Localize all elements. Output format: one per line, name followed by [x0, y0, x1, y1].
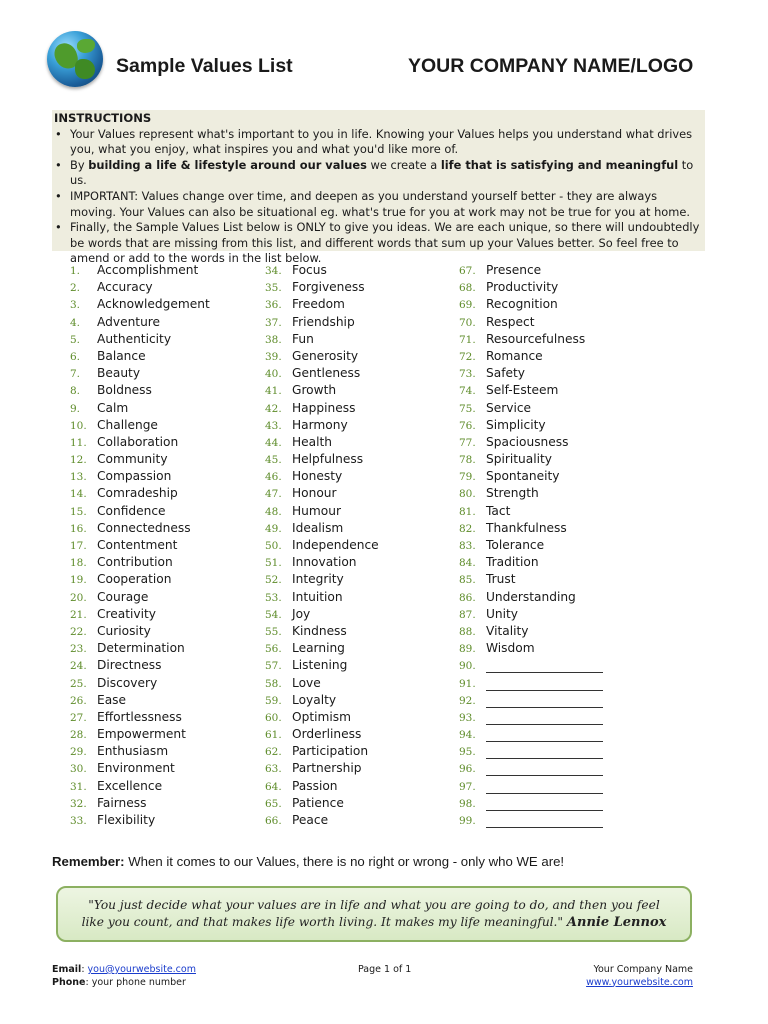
value-label: Safety	[486, 366, 525, 381]
value-number: 19.	[70, 574, 87, 587]
blank-line[interactable]	[486, 761, 603, 776]
value-label: Growth	[292, 383, 337, 398]
value-number: 24.	[70, 660, 87, 673]
value-label: Simplicity	[486, 417, 546, 432]
blank-line[interactable]	[486, 813, 603, 828]
value-number: 12.	[70, 454, 87, 467]
email-link[interactable]: you@yourwebsite.com	[87, 964, 196, 975]
value-label: Community	[97, 452, 168, 467]
value-label: Honour	[292, 486, 337, 501]
value-label: Gentleness	[292, 366, 361, 381]
value-number: 51.	[265, 557, 282, 570]
value-label: Patience	[292, 795, 344, 810]
value-number: 14.	[70, 488, 87, 501]
value-label: Balance	[97, 348, 146, 363]
value-number: 44.	[265, 436, 282, 449]
value-number: 74.	[459, 385, 476, 398]
value-label: Recognition	[486, 297, 558, 312]
value-label: Curiosity	[97, 623, 151, 638]
value-label: Generosity	[292, 348, 359, 363]
value-label: Excellence	[97, 778, 163, 793]
value-number: 21.	[70, 608, 87, 621]
value-label: Tradition	[486, 555, 539, 570]
value-label: Accuracy	[97, 280, 153, 295]
value-number: 78.	[459, 454, 476, 467]
instructions-heading: INSTRUCTIONS	[54, 111, 152, 125]
value-number: 32.	[70, 797, 87, 810]
value-label: Resourcefulness	[486, 331, 586, 346]
value-label: Focus	[292, 263, 327, 277]
value-number: 82.	[459, 522, 476, 535]
value-number: 65.	[265, 797, 282, 810]
value-number: 8.	[70, 385, 81, 398]
value-number: 93.	[459, 711, 476, 724]
value-label: Happiness	[292, 400, 356, 415]
value-label: Productivity	[486, 280, 559, 295]
value-number: 6.	[70, 350, 81, 363]
quote-box	[56, 886, 692, 942]
value-number: 95.	[459, 746, 476, 759]
value-label: Effortlessness	[97, 709, 182, 724]
value-label: Innovation	[292, 555, 357, 570]
value-label: Participation	[292, 744, 369, 759]
value-label: Integrity	[292, 572, 344, 587]
value-number: 76.	[459, 419, 476, 432]
value-label: Spirituality	[486, 452, 552, 467]
value-label: Spontaneity	[486, 469, 560, 484]
value-number: 56.	[265, 643, 282, 656]
value-number: 70.	[459, 316, 476, 329]
value-label: Harmony	[292, 417, 348, 432]
value-number: 54.	[265, 608, 282, 621]
blank-line[interactable]	[486, 727, 603, 742]
value-number: 5.	[70, 333, 81, 346]
value-label: Comradeship	[97, 486, 178, 501]
value-label: Honesty	[292, 469, 343, 484]
value-number: 55.	[265, 625, 282, 638]
value-number: 87.	[459, 608, 476, 621]
value-label: Spaciousness	[486, 434, 569, 449]
value-number: 50.	[265, 540, 282, 552]
value-label: Love	[292, 675, 321, 690]
value-number: 20.	[70, 591, 87, 604]
globe-icon	[47, 31, 103, 87]
value-number: 67.	[459, 265, 476, 277]
value-label: Contribution	[97, 555, 173, 570]
value-label: Courage	[97, 589, 149, 604]
blank-line[interactable]	[486, 693, 603, 708]
value-label: Listening	[292, 658, 348, 673]
value-label: Connectedness	[97, 520, 191, 535]
value-number: 39.	[265, 350, 282, 363]
value-number: 27.	[70, 711, 87, 724]
value-label: Understanding	[486, 589, 576, 604]
value-label: Directness	[97, 658, 162, 673]
value-number: 40.	[265, 368, 282, 381]
value-number: 1.	[70, 265, 81, 277]
value-number: 48.	[265, 505, 282, 518]
value-number: 3.	[70, 299, 81, 312]
value-number: 53.	[265, 591, 282, 604]
value-label: Joy	[292, 606, 311, 621]
value-number: 29.	[70, 746, 87, 759]
value-number: 75.	[459, 402, 476, 415]
blank-line[interactable]	[486, 710, 603, 725]
value-label: Authenticity	[97, 331, 172, 346]
blank-line[interactable]	[486, 676, 603, 691]
value-number: 84.	[459, 557, 476, 570]
instruction-bullet: • By building a life & lifestyle around our values we create a life that is satisfying and meaningful to us.	[54, 158, 701, 189]
value-label: Forgiveness	[292, 280, 365, 295]
value-number: 36.	[265, 299, 282, 312]
value-label: Compassion	[97, 469, 172, 484]
value-number: 66.	[265, 815, 282, 827]
blank-line[interactable]	[486, 744, 603, 759]
value-number: 68.	[459, 282, 476, 295]
value-number: 34.	[265, 265, 282, 277]
value-label: Flexibility	[97, 813, 156, 827]
value-number: 62.	[265, 746, 282, 759]
instruction-bullet: • Your Values represent what's important to you in life. Knowing your Values helps you understand what drives you, what you enjoy, what inspires you and what you'd like more of.	[54, 127, 701, 158]
value-label: Strength	[486, 486, 539, 501]
value-number: 80.	[459, 488, 476, 501]
value-label: Presence	[486, 263, 542, 277]
value-number: 69.	[459, 299, 476, 312]
value-number: 46.	[265, 471, 282, 484]
value-number: 81.	[459, 505, 476, 518]
instructions-box	[52, 110, 705, 266]
value-label: Loyalty	[292, 692, 337, 707]
value-number: 63.	[265, 763, 282, 776]
phone-number: your phone number	[91, 976, 186, 988]
value-number: 59.	[265, 694, 282, 707]
value-number: 57.	[265, 660, 282, 673]
value-label: Wisdom	[486, 641, 535, 656]
value-number: 11.	[70, 436, 87, 449]
value-number: 89.	[459, 643, 476, 656]
value-number: 60.	[265, 711, 282, 724]
value-number: 33.	[70, 815, 87, 827]
value-number: 26.	[70, 694, 87, 707]
value-number: 49.	[265, 522, 282, 535]
value-number: 92.	[459, 694, 476, 707]
company-logo-placeholder: YOUR COMPANY NAME/LOGO	[408, 55, 694, 77]
instructions-list	[54, 127, 701, 267]
value-label: Independence	[292, 538, 379, 552]
value-number: 7.	[70, 368, 81, 381]
value-number: 45.	[265, 454, 282, 467]
value-number: 22.	[70, 625, 87, 638]
value-label: Intuition	[292, 589, 343, 604]
value-label: Challenge	[97, 417, 158, 432]
value-label: Tolerance	[486, 538, 545, 552]
value-label: Friendship	[292, 314, 355, 329]
value-number: 18.	[70, 557, 87, 570]
value-label: Respect	[486, 314, 535, 329]
value-label: Self-Esteem	[486, 383, 559, 398]
value-number: 9.	[70, 402, 81, 415]
value-number: 58.	[265, 677, 282, 690]
value-label: Vitality	[486, 623, 529, 638]
value-label: Ease	[97, 692, 127, 707]
value-label: Freedom	[292, 297, 345, 312]
value-number: 30.	[70, 763, 87, 776]
value-label: Adventure	[97, 314, 161, 329]
value-label: Environment	[97, 761, 175, 776]
value-number: 85.	[459, 574, 476, 587]
value-label: Empowerment	[97, 727, 186, 742]
remember-note: Remember: When it comes to our Values, there is no right or wrong - only who WE are!	[52, 854, 565, 869]
value-number: 97.	[459, 780, 476, 793]
value-label: Peace	[292, 813, 329, 827]
value-label: Trust	[486, 572, 516, 587]
value-label: Helpfulness	[292, 452, 364, 467]
value-label: Idealism	[292, 520, 344, 535]
page-title: Sample Values List	[116, 55, 293, 77]
footer-company-name: Your Company Name	[593, 964, 693, 975]
value-label: Service	[486, 400, 532, 415]
value-label: Romance	[486, 348, 543, 363]
value-label: Humour	[292, 503, 341, 518]
value-number: 25.	[70, 677, 87, 690]
value-number: 52.	[265, 574, 282, 587]
value-number: 10.	[70, 419, 87, 432]
value-number: 38.	[265, 333, 282, 346]
value-number: 94.	[459, 729, 476, 742]
value-number: 98.	[459, 797, 476, 810]
value-label: Collaboration	[97, 434, 179, 449]
value-label: Enthusiasm	[97, 744, 169, 759]
value-number: 13.	[70, 471, 87, 484]
value-label: Fun	[292, 331, 314, 346]
value-number: 23.	[70, 643, 87, 656]
instruction-bullet: • IMPORTANT: Values change over time, and deepen as you understand yourself better - they are always moving. Your Values can also be situational eg. what's true for you at work may not be true for you at home.	[54, 189, 701, 220]
footer-contact: Email: you@yourwebsite.com Phone: your phone number	[52, 964, 196, 988]
value-number: 4.	[70, 316, 81, 329]
value-number: 41.	[265, 385, 282, 398]
value-label: Acknowledgement	[97, 297, 210, 312]
value-number: 79.	[459, 471, 476, 484]
value-number: 31.	[70, 780, 87, 793]
footer-company	[545, 964, 693, 989]
value-label: Kindness	[292, 623, 347, 638]
website-link[interactable]: www.yourwebsite.com	[586, 976, 693, 988]
value-label: Thankfulness	[486, 520, 567, 535]
value-label: Contentment	[97, 538, 178, 552]
instruction-bullet: • Finally, the Sample Values List below is ONLY to give you ideas. We are each unique, so there will undoubtedly be words that are missing from this list, and different words that sum up your Values better. So feel free to amend or add to the words in the list below.	[54, 220, 701, 267]
value-label: Health	[292, 434, 333, 449]
value-number: 90.	[459, 660, 476, 673]
value-number: 91.	[459, 677, 476, 690]
value-number: 73.	[459, 368, 476, 381]
blank-line[interactable]	[486, 779, 603, 794]
value-label: Tact	[486, 503, 511, 518]
value-label: Discovery	[97, 675, 158, 690]
value-number: 42.	[265, 402, 282, 415]
value-label: Creativity	[97, 606, 156, 621]
value-label: Orderliness	[292, 727, 362, 742]
value-number: 47.	[265, 488, 282, 501]
quote-text: "You just decide what your values are in life and what you are going to do, and then you feel like you count, and that makes life worth living. It makes my life meaningful."	[81, 898, 660, 929]
value-label: Fairness	[97, 795, 147, 810]
value-number: 28.	[70, 729, 87, 742]
value-label: Boldness	[97, 383, 152, 398]
value-label: Beauty	[97, 366, 141, 381]
value-label: Learning	[292, 641, 345, 656]
value-number: 99.	[459, 815, 476, 827]
value-label: Determination	[97, 641, 185, 656]
value-number: 86.	[459, 591, 476, 604]
value-label: Partnership	[292, 761, 362, 776]
value-number: 88.	[459, 625, 476, 638]
quote-author: Annie Lennox	[566, 915, 667, 930]
value-number: 43.	[265, 419, 282, 432]
value-number: 2.	[70, 282, 81, 295]
value-label: Passion	[292, 778, 338, 793]
value-number: 61.	[265, 729, 282, 742]
value-number: 37.	[265, 316, 282, 329]
page-number: Page 1 of 1	[358, 964, 412, 975]
blank-line[interactable]	[486, 796, 603, 811]
value-number: 83.	[459, 540, 476, 552]
blank-line[interactable]	[486, 658, 603, 673]
value-number: 16.	[70, 522, 87, 535]
value-number: 64.	[265, 780, 282, 793]
value-label: Confidence	[97, 503, 166, 518]
value-label: Optimism	[292, 709, 351, 724]
value-number: 77.	[459, 436, 476, 449]
value-number: 35.	[265, 282, 282, 295]
value-number: 17.	[70, 540, 87, 552]
value-number: 15.	[70, 505, 87, 518]
value-label: Cooperation	[97, 572, 172, 587]
value-number: 96.	[459, 763, 476, 776]
value-label: Unity	[486, 606, 519, 621]
value-label: Calm	[97, 400, 129, 415]
value-number: 72.	[459, 350, 476, 363]
value-number: 71.	[459, 333, 476, 346]
value-label: Accomplishment	[97, 263, 199, 277]
